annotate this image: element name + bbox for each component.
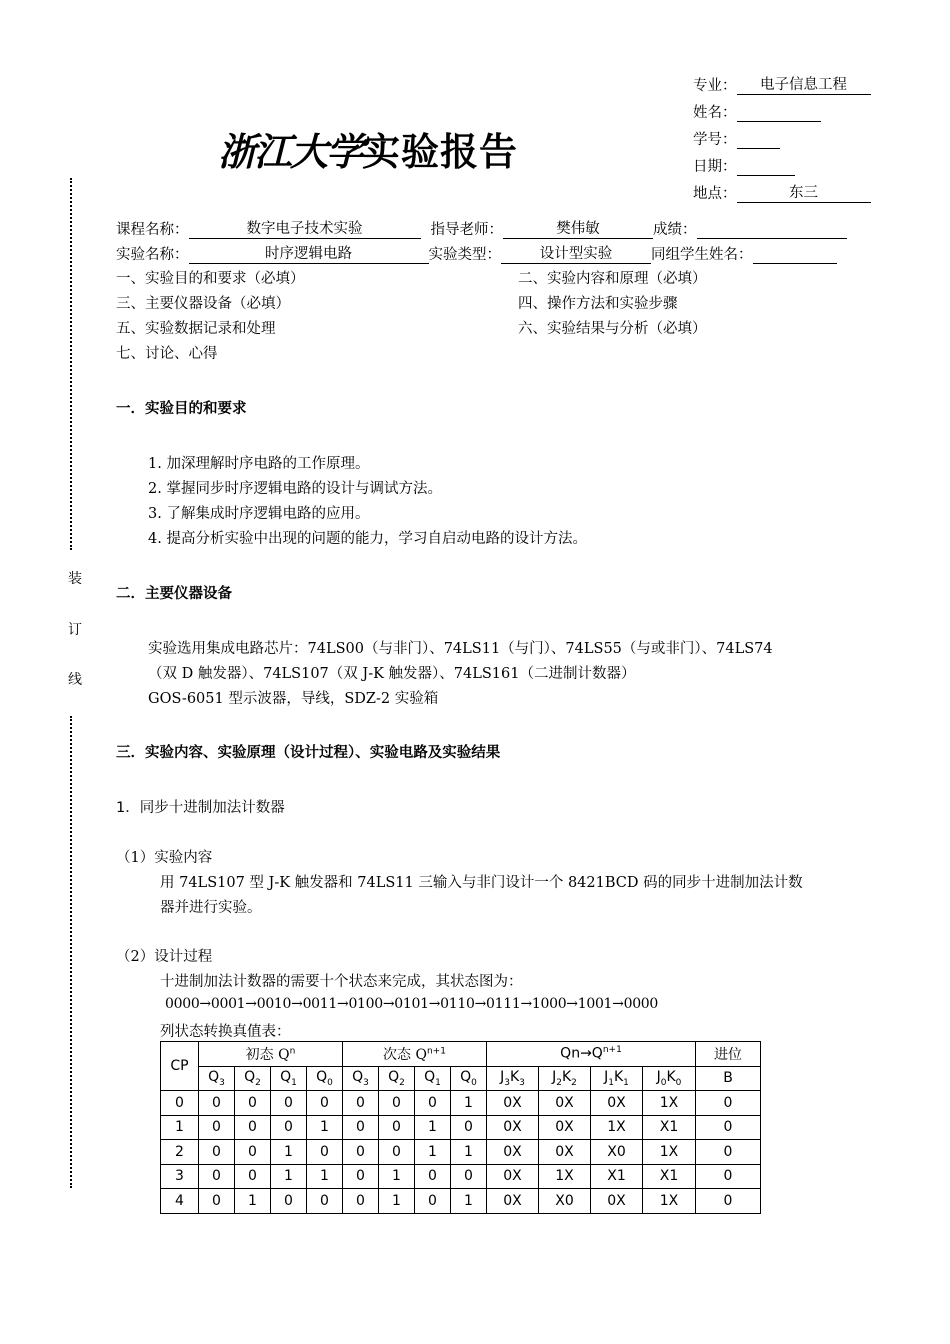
header-next-text: 次态 Q — [383, 1046, 427, 1063]
outline-item-3: 三、主要仪器设备（必填） — [116, 296, 290, 312]
table-cell: 0 — [343, 1189, 379, 1214]
group-value — [753, 246, 837, 264]
table-cell: 0 — [343, 1091, 379, 1116]
table-cell: X1 — [643, 1115, 696, 1140]
table-cell: 0X — [487, 1091, 539, 1116]
outline-item-5: 五、实验数据记录和处理 — [116, 321, 276, 337]
truth-table — [160, 1041, 761, 1214]
table-cell: X0 — [591, 1140, 643, 1165]
sub: 0 — [471, 1077, 477, 1088]
header-initial — [199, 1042, 343, 1067]
table-cell: 0X — [591, 1091, 643, 1116]
table-cell: 0 — [696, 1091, 761, 1116]
table-cell: 0 — [199, 1091, 235, 1116]
sub: 1 — [608, 1077, 614, 1088]
header-q0: $Q_0$ — [307, 1066, 343, 1091]
info-row-2 — [116, 243, 837, 264]
table-cell: 0 — [199, 1164, 235, 1189]
table-cell: 0 — [199, 1189, 235, 1214]
table-row — [161, 1189, 761, 1214]
table-cell: 1X — [643, 1140, 696, 1165]
header-next-q2: $Q_2$ — [379, 1066, 415, 1091]
outline-item-1: 一、实验目的和要求（必填） — [116, 271, 305, 287]
teacher-value: 樊伟敏 — [503, 221, 653, 239]
place-label: 地点： — [693, 186, 737, 202]
header-cp: CP — [161, 1042, 199, 1091]
major-row — [693, 74, 871, 95]
table-cell: 0 — [696, 1189, 761, 1214]
table-cell: 1X — [591, 1115, 643, 1140]
major-label: 专业： — [693, 78, 737, 94]
table-cell: 0 — [343, 1140, 379, 1165]
sub: 0 — [660, 1077, 667, 1088]
table-cell: 0 — [307, 1140, 343, 1165]
subsection-1-title: 1．同步十进制加法计数器 — [116, 800, 285, 816]
exp-label: 实验名称： — [116, 247, 189, 263]
exp-value: 时序逻辑电路 — [189, 246, 429, 264]
sub: 2 — [255, 1077, 261, 1088]
table-cell: 0 — [235, 1140, 271, 1165]
type-label: 实验类型： — [428, 247, 501, 263]
header-carry-b: B — [696, 1066, 761, 1091]
sub: 3 — [504, 1077, 510, 1088]
table-cell: 0 — [415, 1189, 451, 1214]
table-body — [161, 1091, 761, 1214]
binding-char-2: 订 — [68, 622, 82, 638]
sub: 2 — [556, 1077, 562, 1088]
type-value: 设计型实验 — [501, 246, 651, 264]
sub: 1 — [291, 1077, 297, 1088]
header-q1: $Q_1$ — [271, 1066, 307, 1091]
table-cell: 1 — [415, 1115, 451, 1140]
table-cell: 1 — [379, 1164, 415, 1189]
table-cell: 1 — [451, 1140, 487, 1165]
table-cell: 1 — [235, 1189, 271, 1214]
sub: 2 — [571, 1077, 577, 1088]
header-q3: $Q_3$ — [199, 1066, 235, 1091]
header-carry — [696, 1042, 761, 1067]
header-next-sup: n+1 — [426, 1046, 446, 1057]
name-label: 姓名： — [693, 105, 737, 121]
table-cell: 1X — [643, 1189, 696, 1214]
table-row — [161, 1140, 761, 1165]
sec2-line-3: GOS-6051 型示波器，导线，SDZ-2 实验箱 — [148, 691, 439, 707]
table-cell: 0 — [696, 1115, 761, 1140]
part-1-line-1: 用 74LS107 型 J-K 触发器和 74LS11 三输入与非门设计一个 8421BCD 码的同步十进制加法计数 — [160, 875, 803, 891]
table-cell: 0 — [271, 1091, 307, 1116]
table-cell: 0 — [696, 1164, 761, 1189]
table-cell: 0 — [379, 1140, 415, 1165]
table-cell: 0 — [415, 1164, 451, 1189]
part-2-line-3: 列状态转换真值表： — [160, 1024, 291, 1040]
course-label: 课程名称： — [116, 222, 189, 238]
table-cell: 0 — [451, 1164, 487, 1189]
table-cell: 0X — [487, 1189, 539, 1214]
sub: 3 — [363, 1077, 369, 1088]
group-label: 同组学生姓名： — [651, 247, 753, 263]
table-cell: 0 — [451, 1115, 487, 1140]
report-logo — [218, 126, 518, 178]
binding-char-3: 线 — [68, 672, 82, 688]
table-cell: 1 — [451, 1091, 487, 1116]
table-cell: 0 — [307, 1189, 343, 1214]
table-cell: 1 — [161, 1115, 199, 1140]
grade-label: 成绩： — [653, 222, 697, 238]
header-trans-sup: n+1 — [602, 1045, 622, 1056]
table-cell: X0 — [539, 1189, 591, 1214]
sec2-line-2: （双 D 触发器）、74LS107（双 J-K 触发器）、74LS161（二进制计数器） — [148, 666, 636, 682]
info-row-1 — [116, 218, 847, 239]
binding-dots-top — [70, 178, 72, 550]
id-row — [693, 128, 780, 149]
table-cell: 0 — [343, 1164, 379, 1189]
name-value — [737, 104, 821, 122]
table-cell: 0X — [487, 1115, 539, 1140]
table-row — [161, 1164, 761, 1189]
table-cell: 1 — [307, 1164, 343, 1189]
teacher-label: 指导老师： — [430, 222, 503, 238]
table-cell: 0X — [487, 1140, 539, 1165]
table-cell: 0 — [379, 1091, 415, 1116]
table-cell: 0 — [235, 1091, 271, 1116]
table-cell: 3 — [161, 1164, 199, 1189]
id-label: 学号： — [693, 132, 737, 148]
table-header-row-1 — [161, 1042, 761, 1067]
date-value — [737, 158, 795, 176]
course-value: 数字电子技术实验 — [189, 221, 421, 239]
sub: 1 — [435, 1077, 441, 1088]
table-header-row-2 — [161, 1066, 761, 1091]
section-2-title: 二．主要仪器设备 — [116, 586, 232, 602]
table-cell: 0 — [415, 1091, 451, 1116]
table-row — [161, 1115, 761, 1140]
header-q2: $Q_2$ — [235, 1066, 271, 1091]
outline-item-4: 四、操作方法和实验步骤 — [518, 296, 678, 312]
table-cell: 0 — [199, 1115, 235, 1140]
sub: 3 — [519, 1077, 525, 1088]
header-j1k1: $J_1K_1$ — [591, 1066, 643, 1091]
date-label: 日期： — [693, 159, 737, 175]
sec1-item-3: 3. 了解集成时序逻辑电路的应用。 — [148, 506, 370, 522]
table-cell: 1X — [643, 1091, 696, 1116]
table-cell: 0 — [161, 1091, 199, 1116]
table-cell: 0X — [539, 1115, 591, 1140]
sec1-item-1: 1. 加深理解时序电路的工作原理。 — [148, 456, 370, 472]
outline-item-2: 二、实验内容和原理（必填） — [518, 271, 707, 287]
binding-char-1: 装 — [68, 571, 82, 587]
table-cell: 0 — [235, 1115, 271, 1140]
report-title: 实验报告 — [362, 130, 519, 174]
binding-dots-bottom — [70, 716, 72, 1188]
sub: 2 — [399, 1077, 405, 1088]
table-cell: X1 — [591, 1164, 643, 1189]
table-cell: 0 — [379, 1115, 415, 1140]
table-cell: X1 — [643, 1164, 696, 1189]
header-next-q3: $Q_3$ — [343, 1066, 379, 1091]
part-2-line-1: 十进制加法计数器的需要十个状态来完成，其状态图为： — [160, 974, 523, 990]
table-cell: 1 — [271, 1164, 307, 1189]
table-cell: 0 — [696, 1140, 761, 1165]
table-cell: 0 — [199, 1140, 235, 1165]
table-cell: 0X — [487, 1164, 539, 1189]
table-cell: 0 — [271, 1189, 307, 1214]
table-cell: 1 — [271, 1140, 307, 1165]
table-row — [161, 1091, 761, 1116]
header-next-q0: $Q_0$ — [451, 1066, 487, 1091]
header-next-q1: $Q_1$ — [415, 1066, 451, 1091]
sec1-item-2: 2. 掌握同步时序逻辑电路的设计与调试方法。 — [148, 481, 442, 497]
table-cell: 1X — [539, 1164, 591, 1189]
table-cell: 0 — [271, 1115, 307, 1140]
table-cell: 0 — [307, 1091, 343, 1116]
header-transition — [487, 1042, 696, 1067]
part-1-line-2: 器并进行实验。 — [160, 900, 262, 916]
table-cell: 0X — [591, 1189, 643, 1214]
sec1-item-4: 4. 提高分析实验中出现的问题的能力，学习自启动电路的设计方法。 — [148, 531, 587, 547]
table-cell: 1 — [307, 1115, 343, 1140]
part-2-title: （2）设计过程 — [116, 949, 213, 965]
table-cell: 0 — [235, 1164, 271, 1189]
section-3-title: 三．实验内容、实验原理（设计过程）、实验电路及实验结果 — [116, 745, 501, 761]
table-cell: 1 — [451, 1189, 487, 1214]
table-cell: 1 — [379, 1189, 415, 1214]
header-trans-text: Qn→Q — [560, 1046, 603, 1063]
outline-item-7: 七、讨论、心得 — [116, 346, 218, 362]
date-row — [693, 155, 795, 176]
header-j2k2: $J_2K_2$ — [539, 1066, 591, 1091]
header-next — [343, 1042, 487, 1067]
table-cell: 0X — [539, 1091, 591, 1116]
place-value: 东三 — [737, 185, 871, 203]
table-cell: 2 — [161, 1140, 199, 1165]
sec2-line-1: 实验选用集成电路芯片：74LS00（与非门）、74LS11（与门）、74LS55（与或非门）、74LS74 — [148, 641, 773, 657]
header-carry-text: 进位 — [714, 1046, 742, 1063]
id-value — [737, 131, 780, 149]
section-1-title: 一．实验目的和要求 — [116, 401, 247, 417]
sub: 1 — [623, 1077, 629, 1088]
header-j3k3: $J_3K_3$ — [487, 1066, 539, 1091]
table-cell: 1 — [415, 1140, 451, 1165]
table-cell: 0X — [539, 1140, 591, 1165]
sub: 0 — [675, 1077, 682, 1088]
name-row — [693, 101, 821, 122]
major-value: 电子信息工程 — [737, 77, 871, 95]
state-sequence: 0000→0001→0010→0011→0100→0101→0110→0111→1000→1001→0000 — [165, 996, 659, 1012]
university-logo: 浙江大学 — [218, 129, 363, 174]
table-cell: 0 — [343, 1115, 379, 1140]
place-row — [693, 182, 871, 203]
sub: 3 — [219, 1077, 225, 1088]
header-initial-sup: n — [289, 1046, 296, 1057]
header-initial-text: 初态 Q — [245, 1046, 290, 1063]
grade-value — [697, 221, 847, 239]
part-1-title: （1）实验内容 — [116, 850, 213, 866]
sub: 0 — [327, 1077, 333, 1088]
table-cell: 4 — [161, 1189, 199, 1214]
outline-item-6: 六、实验结果与分析（必填） — [518, 321, 707, 337]
header-j0k0: $J_0K_0$ — [643, 1066, 696, 1091]
